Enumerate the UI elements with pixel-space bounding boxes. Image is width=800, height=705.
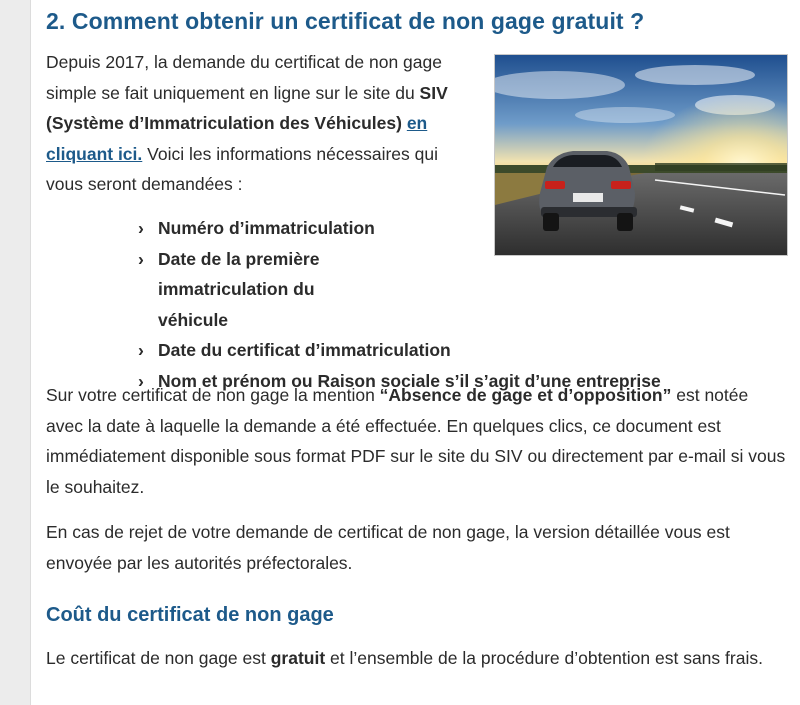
siv-link[interactable]: en cliquant ici. [46, 113, 428, 164]
requirement-text: Nom et prénom ou Raison sociale s’il s’agit d’une entreprise [158, 370, 661, 391]
cost-text-start: Le certificat de non gage est [46, 648, 271, 668]
left-sidebar-rail [0, 0, 31, 705]
article-section [46, 0, 786, 705]
list-item [138, 213, 718, 244]
chevron-right-icon: › [138, 248, 144, 269]
intro-paragraph [46, 47, 476, 200]
requirement-text: Numéro d’immatriculation [158, 218, 375, 238]
mention-text-end: est notée avec la date à laquelle la demande a été effectuée. En quelques clics, ce document est immédiatement disponible sous format PDF sur le site du SIV ou directement par e-mail si vous le souhaitez. [46, 385, 786, 497]
cost-text-end: et l’ensemble de la procédure d’obtention est sans frais. [325, 648, 763, 668]
rejection-paragraph: En cas de rejet de votre demande de certificat de non gage, la version détaillée vous est envoyée par les autorités préfectorales. [46, 522, 730, 573]
cost-free-label: gratuit [270, 648, 326, 668]
mention-paragraph [46, 380, 786, 502]
list-item [138, 244, 358, 336]
chevron-right-icon: › [138, 218, 144, 238]
cost-paragraph [46, 643, 786, 674]
intro-text-end: Voici les informations nécessaires qui vous seront demandées : [46, 143, 438, 194]
mention-quote: “Absence de gage et d’opposition” [379, 385, 672, 405]
chevron-right-icon: › [138, 370, 144, 391]
section-heading: 2. Comment obtenir un certificat de non gage gratuit ? [46, 8, 645, 34]
cost-subheading: Coût du certificat de non gage [46, 604, 334, 626]
requirement-text: Date du certificat d’immatriculation [158, 340, 451, 360]
requirements-list [138, 213, 718, 396]
intro-text-start: Depuis 2017, la demande du certificat de non gage simple se fait uniquement en ligne sur le site du [46, 52, 442, 103]
list-item [138, 335, 718, 366]
chevron-right-icon: › [138, 340, 144, 360]
requirement-text: Date de la première immatriculation du véhicule [158, 248, 320, 330]
mention-text-start: Sur votre certificat de non gage la mention [46, 385, 380, 405]
siv-name: SIV (Système d’Immatriculation des Véhicules) [46, 82, 448, 133]
